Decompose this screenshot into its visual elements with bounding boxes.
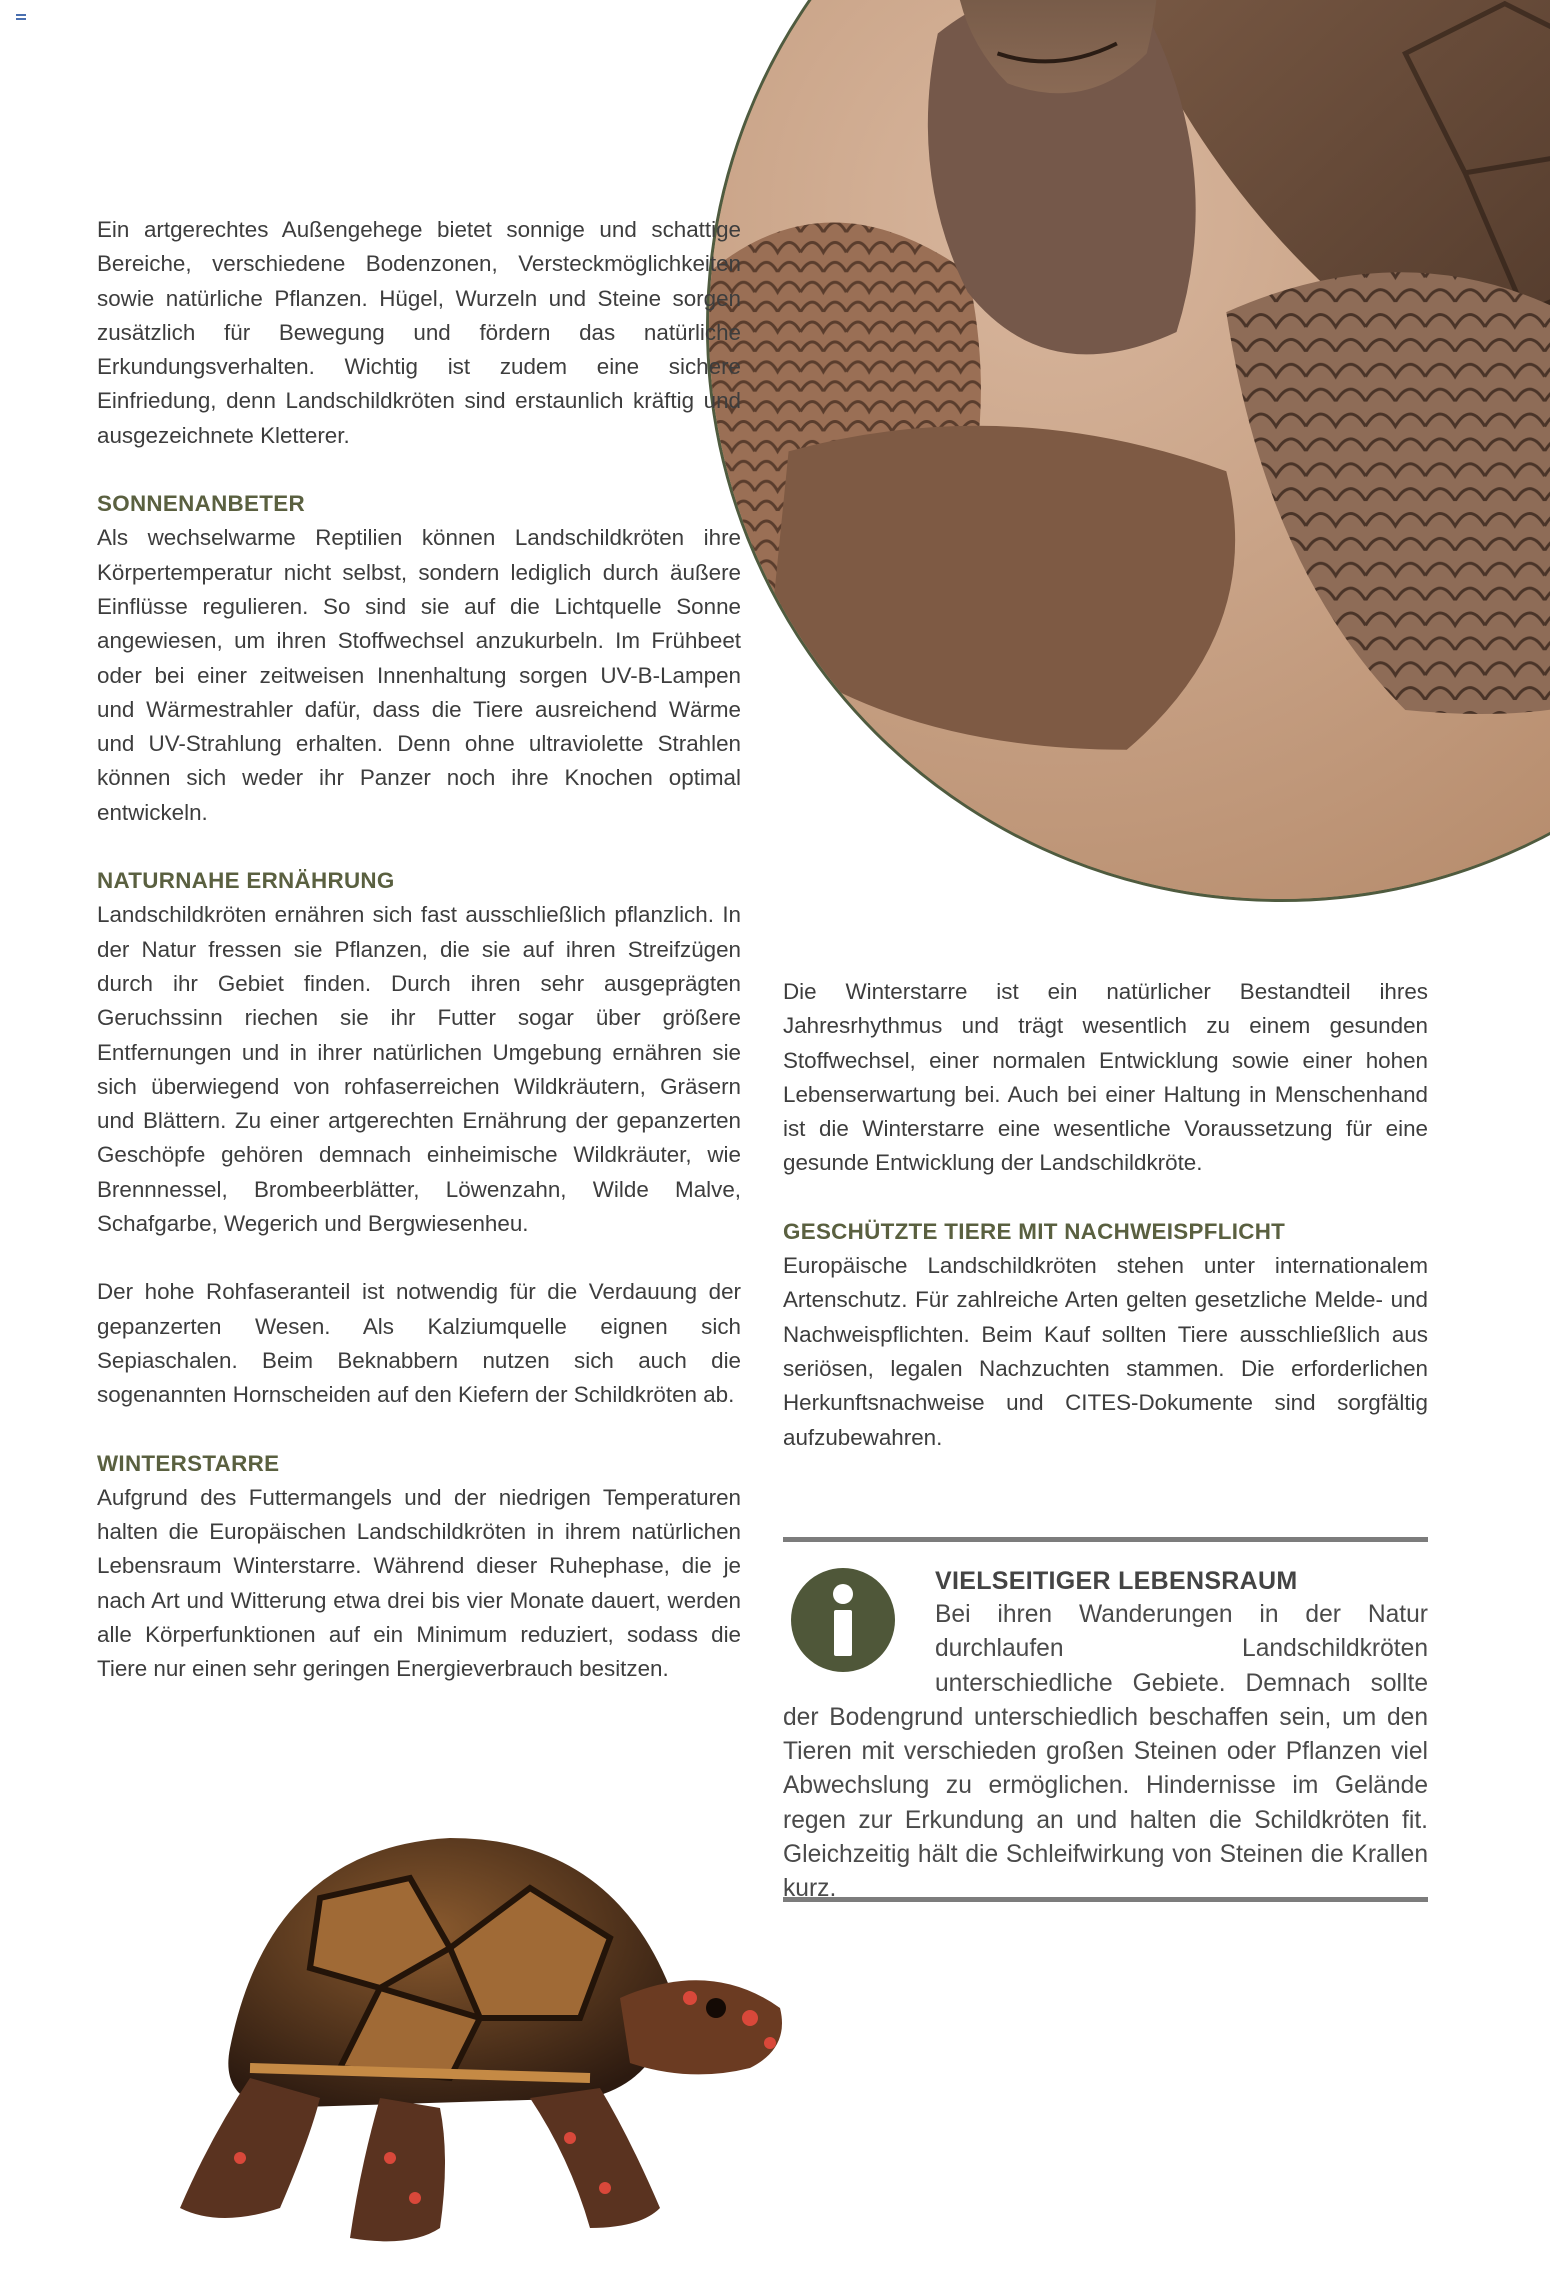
paragraph-sonnenanbeter: Als wechselwarme Reptilien können Landschildkröten ihre Körpertemperatur nicht selbst, sondern lediglich durch äußere Einflüsse regulieren. So sind sie auf die Lichtquelle Sonne angewiesen, um ihren Stoffwechsel anzukurbeln. Im Frühbeet oder bei einer zeitweisen Innenhaltung sorgen UV-B-Lampen und Wärmestrahler dafür, dass die Tiere ausreichend Wärme und UV-Strahlung erhalten. Denn ohne ultraviolette Strahlen können sich weder ihr Panzer noch ihre Knochen optimal entwickeln.	[97, 525, 741, 825]
heading-nachweispflicht: GESCHÜTZTE TIERE MIT NACHWEISPFLICHT	[783, 1218, 1286, 1244]
heading-ernaehrung: NATURNAHE ERNÄHRUNG	[97, 868, 395, 894]
right-column	[783, 975, 1428, 1455]
paragraph-winterstarre-continued: Die Winterstarre ist ein natürlicher Bestandteil ihres Jahresrhythmus und trägt wesentlich zu einem gesunden Stoffwechsel, einer normalen Entwicklung sowie einer hohen Lebenserwartung bei. Auch bei einer Haltung in Menschenhand ist die Winterstarre eine wesentliche Voraussetzung für eine gesunde Entwicklung der Landschildkröte.	[783, 979, 1428, 1176]
tortoise-closeup-photo	[706, 0, 1550, 902]
red-footed-tortoise-image	[150, 1808, 810, 2258]
left-column	[97, 213, 741, 1687]
info-box-lebensraum	[783, 1537, 1428, 1902]
info-box-title: VIELSEITIGER LEBENSRAUM	[935, 1567, 1298, 1595]
heading-sonnenanbeter: SONNENANBETER	[97, 491, 305, 517]
heading-winterstarre: WINTERSTARRE	[97, 1450, 280, 1476]
paragraph-ernaehrung-2: Der hohe Rohfaseranteil ist notwendig für die Verdauung der gepanzerten Wesen. Als Kalziumquelle eignen sich Sepiaschalen. Beim Beknabbern nutzen sich auch die sogenannten Hornscheiden auf den Kiefern der Schildkröten ab.	[97, 1279, 741, 1408]
paragraph-nachweispflicht: Europäische Landschildkröten stehen unter internationalem Artenschutz. Für zahlreiche Arten gelten gesetzliche Melde- und Nachweispflichten. Beim Kauf sollten Tiere ausschließlich aus seriösen, legalen Nachzuchten stammen. Die erforderlichen Herkunftsnachweise und CITES-Dokumente sind sorgfältig aufzubewahren.	[783, 1253, 1428, 1450]
paragraph-winterstarre: Aufgrund des Futtermangels und der niedrigen Temperaturen halten die Europäischen Landschildkröten in ihrem natürlichen Lebensraum Winterstarre. Während dieser Ruhephase, die je nach Art und Witterung etwa drei bis vier Monate dauert, werden alle Körperfunktionen auf ein Minimum reduziert, sodass die Tiere nur einen sehr geringen Energieverbrauch besitzen.	[97, 1484, 741, 1682]
menu-icon[interactable]	[16, 14, 26, 22]
paragraph-ernaehrung-1: Landschildkröten ernähren sich fast ausschließlich pflanzlich. In der Natur fressen sie Pflanzen, die sie auf ihren Streifzügen durch ihr Gebiet finden. Durch ihren sehr ausgeprägten Geruchssinn riechen sie ihr Futter sogar über größere Entfernungen und in ihrer natürlichen Umgebung ernähren sie sich überwiegend von rohfaserreichen Wildkräutern, Gräsern und Blättern. Zu einer artgerechten Ernährung der gepanzerten Geschöpfe gehören demnach einheimische Wildkräuter, wie Brennnessel, Brombeerblätter, Löwenzahn, Wilde Malve, Schafgarbe, Wegerich und Bergwiesenheu.	[97, 902, 741, 1237]
info-box-text: Bei ihren Wanderungen in der Natur durchlaufen Landschildkröten unterschiedliche Gebiete. Demnach sollte der Bodengrund unterschiedlich beschaffen sein, um den Tieren mit verschieden großen Steinen oder Pflanzen viel Abwechslung zu ermöglichen. Hindernisse im Gelände regen zur Erkundung an und halten die Schildkröten fit. Gleichzeitig hält die Schleifwirkung von Steinen die Krallen kurz.	[783, 1601, 1428, 1903]
intro-paragraph: Ein artgerechtes Außengehege bietet sonnige und schattige Bereiche, verschiedene Bodenzonen, Versteckmöglichkeiten sowie natürliche Pflanzen. Hügel, Wurzeln und Steine sorgen zusätzlich für Bewegung und fördern das natürliche Erkundungsverhalten. Wichtig ist zudem eine sichere Einfriedung, denn Landschildkröten sind erstaunlich kräftig und ausgezeichnete Kletterer.	[97, 217, 741, 448]
